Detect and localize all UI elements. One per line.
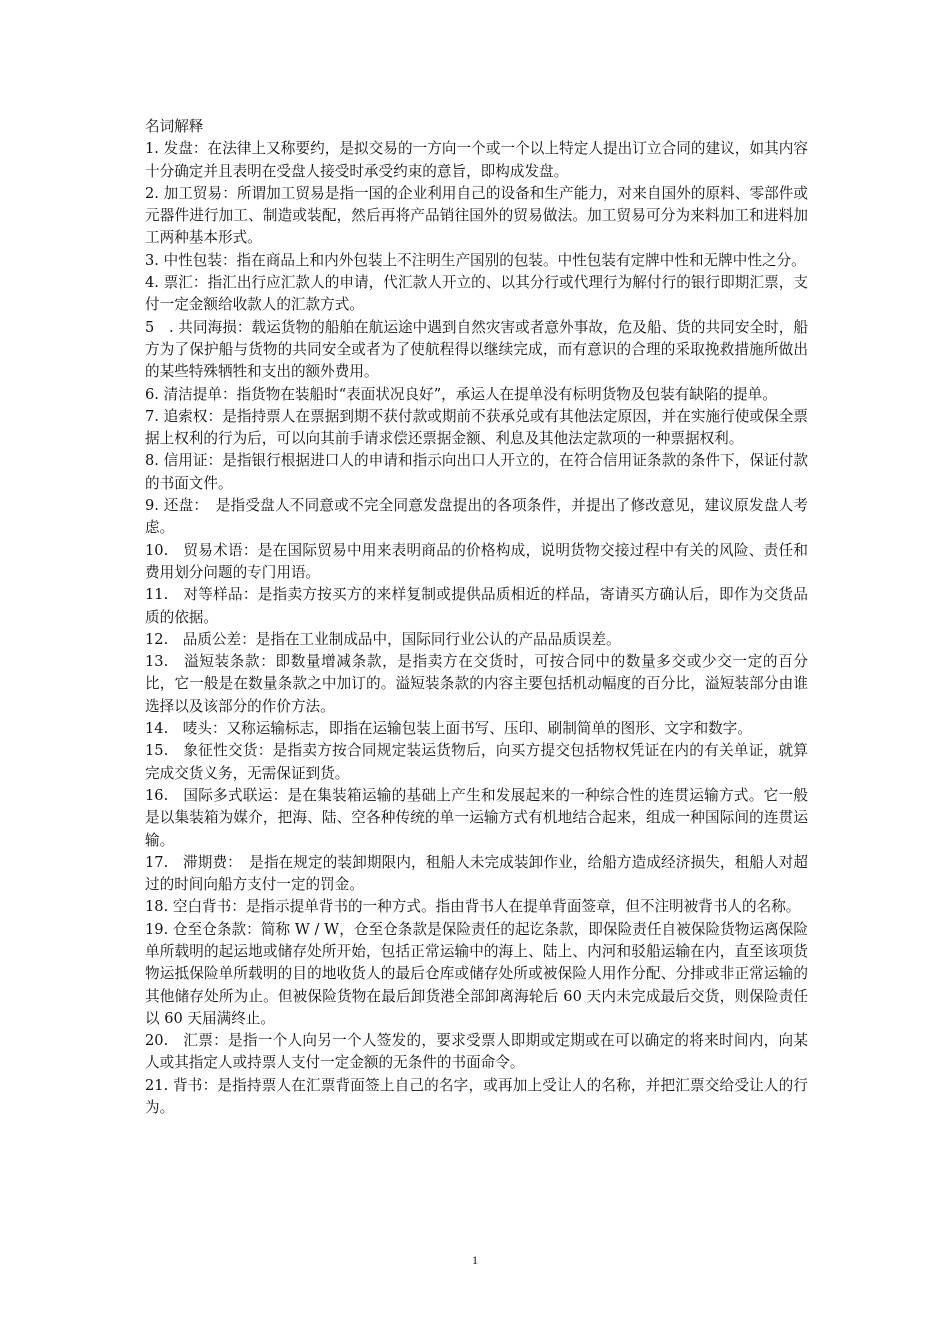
term-entry-21: 21. 背书：是指持票人在汇票背面签上自己的名字，或再加上受让人的名称，并把汇票交给受让人的行为。 — [145, 1076, 808, 1117]
term-entry-18: 18. 空白背书：是指示提单背书的一种方式。指由背书人在提单背面签章，但不注明被背书人的名称。 — [145, 898, 801, 916]
section-heading: 名词解释 — [145, 118, 204, 135]
document-body — [145, 116, 808, 1119]
term-entry-1: 1. 发盘：在法律上又称要约，是拟交易的一方向一个或一个以上特定人提出订立合同的建议，如其内容十分确定并且表明在受盘人接受时承受约束的意旨，即构成发盘。 — [145, 140, 808, 180]
term-entry-8: 8. 信用证：是指银行根据进口人的申请和指示向出口人开立的，在符合信用证条款的条件下，保证付款的书面文件。 — [145, 452, 808, 492]
term-entry-6: 6. 清洁提单：指货物在装船时“表面状况良好”，承运人在提单没有标明货物及包装有缺陷的提单。 — [145, 385, 777, 403]
term-entry-2: 2. 加工贸易：所谓加工贸易是指一国的企业利用自己的设备和生产能力，对来自国外的原料、零部件或元器件进行加工、制造或装配，然后再将产品销往国外的贸易做法。加工贸易可分为来料加工和进料加工两种基本形式。 — [145, 184, 808, 247]
term-entry-7: 7. 追索权：是指持票人在票据到期不获付款或期前不获承兑或有其他法定原因，并在实施行使或保全票据上权利的行为后，可以向其前手请求偿还票据金额、利息及其他法定款项的一种票据权利。 — [145, 407, 808, 448]
term-entry-5: 5 . 共同海损：载运货物的船舶在航运途中遇到自然灾害或者意外事故，危及船、货的共同安全时，船方为了保护船与货物的共同安全或者为了使航程得以继续完成，而有意识的合理的采取挽救措施所做出的某些特殊牺牲和支出的额外费用。 — [145, 318, 808, 381]
term-entry-19: 19. 仓至仓条款：简称 W / W，仓至仓条款是保险责任的起讫条款，即保险责任自被保险货物运离保险单所载明的起运地或储存处所开始，包括正常运输中的海上、陆上、内河和驳船运输在内，直至该项货物运抵保险单所载明的目的地收货人的最后仓库或储存处所或被保险人用作分配、分排或非正常运输的其他储存处所为止。但被保险货物在最后卸货港全部卸离海轮后 60 天内未完成最后交货，则保险责任以 60 天届满终止。 — [145, 920, 808, 1027]
term-entry-3: 3. 中性包装：指在商品上和内外包装上不注明生产国别的包装。中性包装有定牌中性和无牌中性之分。 — [145, 251, 806, 269]
term-entry-16: 16. 国际多式联运：是在集装箱运输的基础上产生和发展起来的一种综合性的连贯运输方式。它一般是以集装箱为媒介，把海、陆、空各种传统的单一运输方式有机地结合起来，组成一种国际间的连贯运输。 — [145, 786, 808, 849]
page-number: 1 — [472, 1253, 478, 1267]
term-entry-4: 4. 票汇：指汇出行应汇款人的申请，代汇款人开立的、以其分行或代理行为解付行的银行即期汇票，支付一定金额给收款人的汇款方式。 — [145, 274, 808, 314]
term-entry-9: 9. 还盘： 是指受盘人不同意或不完全同意发盘提出的各项条件，并提出了修改意见，建议原发盘人考虑。 — [145, 497, 808, 537]
term-entry-10: 10. 贸易术语：是在国际贸易中用来表明商品的价格构成，说明货物交接过程中有关的风险、责任和费用划分问题的专门用语。 — [145, 541, 808, 581]
term-entry-15: 15. 象征性交货：是指卖方按合同规定装运货物后，向买方提交包括物权凭证在内的有关单证，就算完成交货义务，无需保证到货。 — [145, 742, 808, 782]
term-entry-12: 12. 品质公差：是指在工业制成品中，国际同行业公认的产品品质误差。 — [145, 630, 621, 648]
term-entry-14: 14. 唛头：又称运输标志，即指在运输包装上面书写、压印、刷制简单的图形、文字和数字。 — [145, 720, 752, 738]
term-entry-20: 20. 汇票：是指一个人向另一个人签发的，要求受票人即期或定期或在可以确定的将来时间内，向某人或其指定人或持票人支付一定金额的无条件的书面命令。 — [145, 1032, 808, 1072]
term-entry-11: 11. 对等样品：是指卖方按买方的来样复制或提供品质相近的样品，寄请买方确认后，即作为交货品质的依据。 — [145, 586, 808, 626]
term-entry-17: 17. 滞期费： 是指在规定的装卸期限内，租船人未完成装卸作业，给船方造成经济损失，租船人对超过的时间向船方支付一定的罚金。 — [145, 853, 808, 894]
term-entry-13: 13. 溢短装条款：即数量增减条款，是指卖方在交货时，可按合同中的数量多交或少交一定的百分比，它一般是在数量条款之中加订的。溢短装条款的内容主要包括机动幅度的百分比，溢短装部分由谁选择以及该部分的作价方法。 — [145, 653, 808, 715]
